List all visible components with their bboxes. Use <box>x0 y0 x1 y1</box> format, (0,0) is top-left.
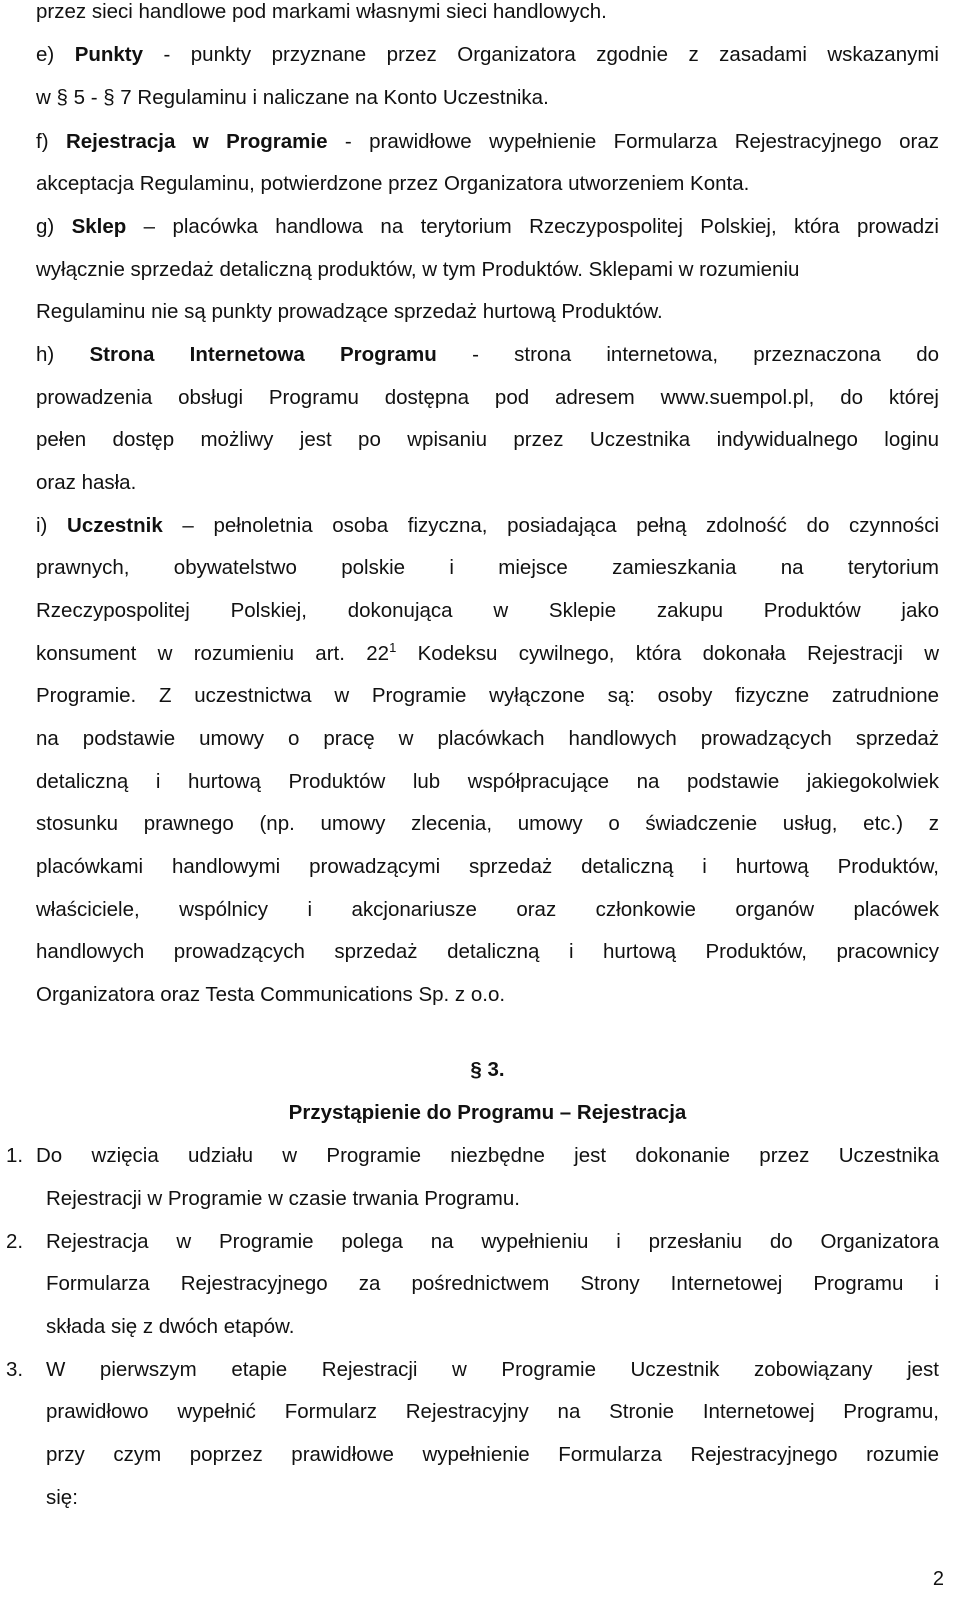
text-line: Rejestracja w Programie polega na wypełnieniu i przesłaniu do Organizatora <box>46 1230 939 1253</box>
text-line: handlowych prowadzących sprzedaż detaliczną i hurtową Produktów, pracownicy <box>36 940 939 963</box>
paragraph-number-2: 2. <box>6 1230 24 1253</box>
text-line: pełen dostęp możliwy jest po wpisaniu przez Uczestnika indywidualnego loginu <box>36 428 939 451</box>
text-line: placówkami handlowymi prowadzącymi sprzedaż detaliczną i hurtową Produktów, <box>36 855 939 878</box>
text-line: Programie. Z uczestnictwa w Programie wyłączone są: osoby fizyczne zatrudnione <box>36 684 939 707</box>
definition-uczestnik: i) Uczestnik – pełnoletnia osoba fizyczna, posiadająca pełną zdolność do czynności <box>36 514 939 537</box>
text-line: prawidłowo wypełnić Formularz Rejestracyjny na Stronie Internetowej Programu, <box>46 1400 939 1423</box>
text-line: oraz hasła. <box>36 471 137 494</box>
section-title: Przystąpienie do Programu – Rejestracja <box>288 1101 687 1124</box>
text-line: Do wzięcia udziału w Programie niezbędne jest dokonanie przez Uczestnika <box>36 1144 939 1167</box>
text-line: Organizatora oraz Testa Communications Sp. z o.o. <box>36 983 506 1006</box>
term-uczestnik: Uczestnik <box>67 514 163 537</box>
item-label-e: e) <box>36 43 55 66</box>
text-line: Formularza Rejestracyjnego za pośrednictwem Strony Internetowej Programu i <box>46 1272 939 1295</box>
text-line: akceptacja Regulaminu, potwierdzone przez Organizatora utworzeniem Konta. <box>36 172 750 195</box>
definition-sklep: g) Sklep – placówka handlowa na terytorium Rzeczypospolitej Polskiej, która prowadzi <box>36 215 939 238</box>
text-line: detaliczną i hurtową Produktów lub współpracujące na podstawie jakiegokolwiek <box>36 770 939 793</box>
item-label-h: h) <box>36 343 55 366</box>
text-line: na podstawie umowy o pracę w placówkach handlowych prowadzących sprzedaż <box>36 727 939 750</box>
section-number: § 3. <box>470 1058 505 1081</box>
term-strona: Strona Internetowa Programu <box>89 343 437 366</box>
definition-strona: h) Strona Internetowa Programu - strona internetowa, przeznaczona do <box>36 343 940 366</box>
paragraph-number-3: 3. <box>6 1358 24 1381</box>
term-sklep: Sklep <box>71 215 127 238</box>
text-line: w § 5 - § 7 Regulaminu i naliczane na Konto Uczestnika. <box>36 86 549 109</box>
text-line: właściciele, wspólnicy i akcjonariusze oraz członkowie organów placówek <box>36 898 939 921</box>
text-line: W pierwszym etapie Rejestracji w Programie Uczestnik zobowiązany jest <box>46 1358 939 1381</box>
definition-rejestracja: f) Rejestracja w Programie - prawidłowe wypełnienie Formularza Rejestracyjnego oraz <box>36 130 939 153</box>
text-line: stosunku prawnego (np. umowy zlecenia, umowy o świadczenie usług, etc.) z <box>36 812 939 835</box>
term-rejestracja: Rejestracja w Programie <box>65 130 328 153</box>
item-label-g: g) <box>36 215 55 238</box>
item-label-f: f) <box>36 130 49 153</box>
superscript: 1 <box>389 640 397 656</box>
text-line: składa się z dwóch etapów. <box>46 1315 295 1338</box>
paragraph-number-1: 1. <box>6 1144 24 1167</box>
text-line: Rzeczypospolitej Polskiej, dokonująca w Sklepie zakupu Produktów jako <box>36 599 939 622</box>
text-line: prawnych, obywatelstwo polskie i miejsce zamieszkania na terytorium <box>36 556 939 579</box>
text-line: prowadzenia obsługi Programu dostępna pod adresem www.suempol.pl, do której <box>36 386 939 409</box>
text-line: przy czym poprzez prawidłowe wypełnienie Formularza Rejestracyjnego rozumie <box>46 1443 939 1466</box>
text-line: wyłącznie sprzedaż detaliczną produktów, w tym Produktów. Sklepami w rozumieniu <box>36 258 800 281</box>
term-punkty: Punkty <box>74 43 144 66</box>
definition-punkty: Punkty - punkty przyznane przez Organizatora zgodnie z zasadami wskazanymi <box>74 43 939 66</box>
text-line: Rejestracji w Programie w czasie trwania Programu. <box>46 1187 520 1210</box>
text-line: się: <box>46 1486 78 1509</box>
page-number: 2 <box>932 1568 944 1590</box>
text-line: Regulaminu nie są punkty prowadzące sprzedaż hurtową Produktów. <box>36 300 663 323</box>
text-line: konsument w rozumieniu art. $22^1$ Kodeksu cywilnego, która dokonała Rejestracji w <box>36 640 939 665</box>
item-label-i: i) <box>36 514 48 537</box>
text-line: przez sieci handlowe pod markami własnymi sieci handlowych. <box>36 0 607 23</box>
